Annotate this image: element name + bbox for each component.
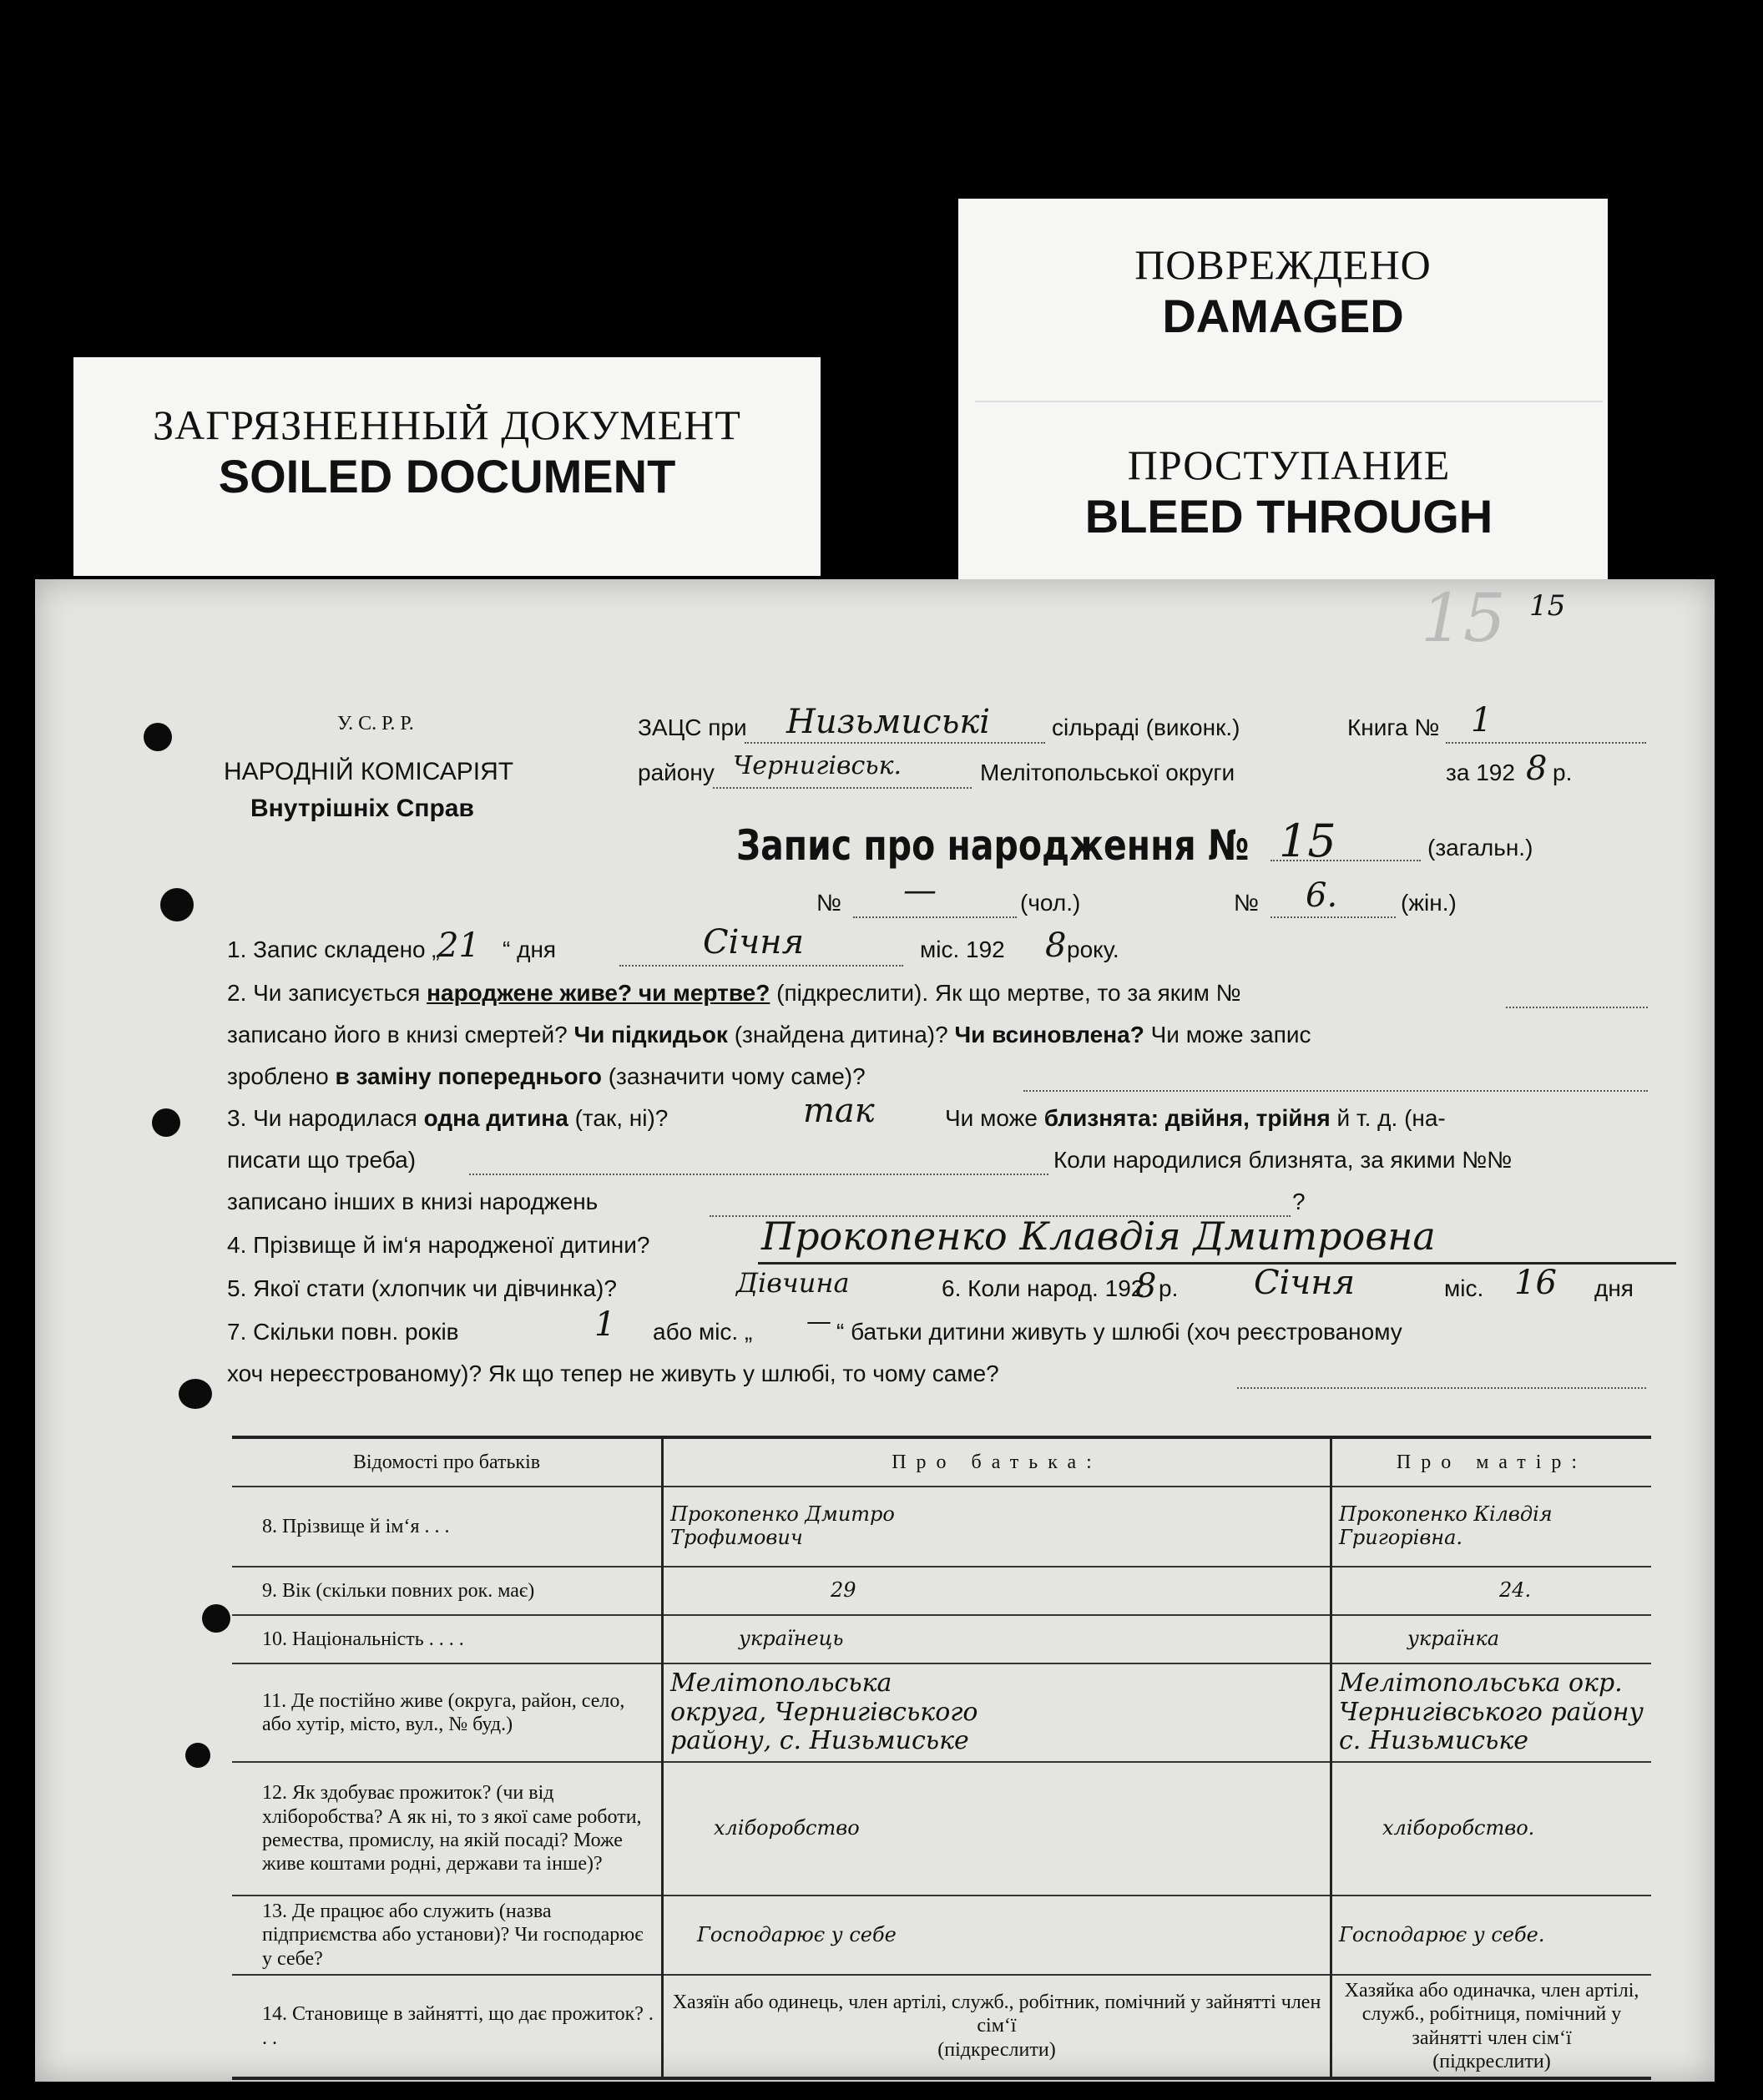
q3-line3-a: записано інших в книзі народжень [227, 1189, 599, 1214]
q7-line2-blank [1237, 1387, 1646, 1389]
table-row [232, 1896, 1651, 1975]
q2-line1-a: 2. Чи записується [227, 980, 421, 1006]
year-value: 8 [1526, 750, 1548, 788]
q1-year-label: міс. 192 [920, 936, 1005, 962]
soiled-document-label [73, 357, 821, 576]
header-father: Про батька: [663, 1437, 1331, 1487]
row-label-residence: 11. Де постійно живе (округа, район, село, або хутір, місто, вул., № буд.) [232, 1663, 663, 1762]
q2-line2-b: Чи підкидьок [573, 1022, 728, 1047]
q3-line3-b: ? [1292, 1189, 1306, 1214]
q3-line1-d-text: Чи може [945, 1105, 1038, 1131]
q2-line2-d: Чи всиновлена? [954, 1022, 1144, 1047]
q3-line1-a [227, 1105, 668, 1132]
father-employment-status: Хазяїн або одинець, член артілі, служб., робітник, помічний у зайнятті член сім‘ї (підкреслити) [663, 1975, 1331, 2078]
father-residence: Мелітопольська округа, Чернигівського району, с. Низьмиське [663, 1663, 1331, 1762]
q2-line2 [227, 1022, 1311, 1048]
female-line [1270, 916, 1396, 918]
q1-month-line [619, 965, 903, 967]
row-label-nationality: 10. Національність . . . . [232, 1615, 663, 1663]
q1-day: 21 [437, 926, 480, 965]
child-name: Прокопенко Клавдія Дмитровна [761, 1214, 1436, 1259]
record-number: 15 [1279, 815, 1336, 867]
female-no-label: № [1234, 890, 1260, 916]
zags-prefix: ЗАЦС при [638, 714, 747, 740]
q3-line1-a-text: 3. Чи народилася [227, 1105, 417, 1131]
damaged-label-ru: ПОВРЕЖДЕНО [1134, 241, 1432, 288]
record-number-line [1270, 860, 1421, 861]
punch-hole [152, 1108, 180, 1137]
commissariat-header: НАРОДНІЙ КОМІСАРІЯТ [224, 758, 514, 785]
general-label: (загальн.) [1427, 835, 1533, 861]
table-row [232, 1487, 1651, 1567]
book-value: 1 [1471, 701, 1493, 740]
table-row [232, 1663, 1651, 1762]
page-number-pencil: 15 [1421, 579, 1506, 657]
bleed-through-label [975, 401, 1603, 578]
row-label-workplace: 13. Де працює або служить (назва підприємства або установи)? Чи господарює у себе? [232, 1896, 663, 1975]
mother-employment-status: Хазяйка або одиначка, член артілі, служб., робітниця, помічний у зайнятті член сім‘ї (підкреслити) [1331, 1975, 1652, 2078]
punch-hole [160, 888, 194, 921]
punch-hole [179, 1379, 212, 1409]
q1-year: 8 [1045, 926, 1067, 965]
punch-hole [185, 1743, 210, 1768]
q2-line2-c: (знайдена дитина)? [734, 1022, 948, 1047]
birth-record-document [35, 579, 1715, 2082]
mother-livelihood: хліборобство. [1331, 1762, 1652, 1896]
table-row [232, 1975, 1651, 2078]
q2-line3-a: зроблено [227, 1063, 329, 1089]
q1-year-suffix: року. [1067, 936, 1119, 962]
mother-nationality: українка [1331, 1615, 1652, 1663]
birth-day: 16 [1514, 1264, 1557, 1302]
table-header-row [232, 1437, 1651, 1487]
council-value: Низьмиські [786, 703, 991, 741]
district-prefix: району [638, 760, 715, 785]
q1-day-suffix: “ дня [503, 936, 557, 962]
soiled-label-en: SOILED DOCUMENT [218, 450, 676, 502]
q2-line1-blank [1506, 1007, 1648, 1008]
q3-line1-rest [945, 1105, 1446, 1132]
mother-name: Прокопенко Кілвдія Григорівна. [1331, 1487, 1652, 1567]
year-label: за 192 [1446, 760, 1515, 785]
q3-line1-e-text: близнята: двійня, трійня [1043, 1105, 1331, 1131]
q3-line1-f-text: й т. д. (на- [1336, 1105, 1446, 1131]
punch-hole [144, 723, 172, 751]
male-label: (чол.) [1020, 890, 1081, 916]
q2-line3 [227, 1063, 866, 1090]
damaged-label-en: DAMAGED [1162, 290, 1404, 342]
q3-line2-a: писати що треба) [227, 1147, 417, 1173]
year-suffix: р. [1553, 760, 1573, 785]
record-title: Запис про народження № [736, 821, 1250, 870]
page-number: 15 [1529, 589, 1566, 623]
father-livelihood: хліборобство [663, 1762, 1331, 1896]
q7-months-label: або міс. „ [653, 1319, 753, 1345]
q2-line3-blank [1023, 1090, 1648, 1092]
okrug-text: Мелітопольської округи [980, 760, 1235, 785]
q6-day-suffix: дня [1594, 1275, 1634, 1301]
row-label-livelihood: 12. Як здобуває прожиток? (чи від хліборобства? А як ні, то з якої саме роботи, ремества, промислу, на якій посаді? Може живе коштами родні, держави та інше)? [232, 1762, 663, 1896]
father-nationality: українець [663, 1615, 1331, 1663]
q2-line1-c: (підкреслити). Як що мертве, то за яким № [776, 980, 1241, 1006]
parents-table [232, 1436, 1651, 2080]
bleed-label-ru: ПРОСТУПАНИЕ [1127, 442, 1451, 488]
q7-line1-rest: “ батьки дитини живуть у шлюбі (хоч реєстрованому [836, 1319, 1402, 1345]
q7-label: 7. Скільки повн. років [227, 1319, 459, 1345]
q2-line3-c: (зазначити чому саме)? [608, 1063, 866, 1089]
marriage-months: — [806, 1307, 831, 1336]
child-sex: Дівчина [736, 1267, 850, 1299]
row-label-age: 9. Вік (скільки повних рок. має) [232, 1567, 663, 1615]
book-line [1446, 742, 1646, 744]
soiled-label-ru: ЗАГРЯЗНЕННЫЙ ДОКУМЕНТ [153, 401, 741, 448]
q2-line1 [227, 980, 1241, 1007]
female-value: 6. [1306, 876, 1338, 915]
birth-month: Січня [1254, 1264, 1356, 1302]
q6-month-suffix: міс. [1444, 1275, 1484, 1301]
table-row [232, 1762, 1651, 1896]
q2-line2-a: записано його в книзі смертей? [227, 1022, 568, 1047]
header-parents-info: Відомості про батьків [232, 1437, 663, 1487]
table-row [232, 1567, 1651, 1615]
male-no-label: № [816, 890, 842, 916]
district-value: Чернигівськ. [733, 751, 902, 780]
father-workplace: Господарює у себе [663, 1896, 1331, 1975]
q1-label: 1. Запис складено „ [227, 936, 440, 962]
ussr-header: У. С. Р. Р. [337, 713, 414, 734]
q6-year-suffix: р. [1159, 1275, 1179, 1301]
female-label: (жін.) [1401, 890, 1457, 916]
birth-year: 8 [1135, 1267, 1157, 1305]
q2-line2-e: Чи може запис [1150, 1022, 1311, 1047]
q3-line2-b: Коли народилися близнята, за якими №№ [1053, 1147, 1513, 1173]
mother-residence: Мелітопольська окр. Чернигівського району с. Низьмиське [1331, 1663, 1652, 1762]
bleed-label-en: BLEED THROUGH [1084, 490, 1493, 543]
mother-age: 24. [1331, 1567, 1652, 1615]
q2-line3-b: в заміну попереднього [335, 1063, 602, 1089]
council-suffix: сільраді (виконк.) [1052, 714, 1240, 740]
row-label-employment-status: 14. Становище в зайнятті, що дає прожиток? . . . [232, 1975, 663, 2078]
father-age: 29 [663, 1567, 1331, 1615]
q3-single-child: так [803, 1092, 875, 1130]
row-label-name: 8. Прізвище й ім‘я . . . [232, 1487, 663, 1567]
q6-label: 6. Коли народ. 192 [942, 1275, 1144, 1301]
q3-line1-b-text: одна дитина [423, 1105, 568, 1131]
book-label: Книга № [1347, 714, 1440, 740]
q1-month: Січня [703, 923, 805, 962]
male-line [853, 916, 1017, 918]
male-value: — [903, 871, 937, 910]
q3-line2-blank [469, 1174, 1048, 1175]
father-name: Прокопенко Дмитро Трофимович [663, 1487, 1331, 1567]
q4-label: 4. Прізвище й ім‘я народженої дитини? [227, 1232, 650, 1258]
table-row [232, 1615, 1651, 1663]
q2-line1-b: народжене живе? чи мертве? [427, 980, 770, 1006]
district-line [713, 787, 972, 789]
punch-hole [202, 1604, 230, 1633]
marriage-years: 1 [594, 1305, 616, 1344]
internal-affairs-header: Внутрішніх Справ [250, 795, 474, 822]
council-line [745, 742, 1045, 744]
mother-workplace: Господарює у себе. [1331, 1896, 1652, 1975]
q5-label: 5. Якої стати (хлопчик чи дівчинка)? [227, 1275, 617, 1301]
header-mother: Про матір: [1331, 1437, 1652, 1487]
q3-line1-c-text: (так, ні)? [574, 1105, 669, 1131]
q7-line2: хоч нереєстрованому)? Як що тепер не живуть у шлюбі, то чому саме? [227, 1360, 999, 1386]
